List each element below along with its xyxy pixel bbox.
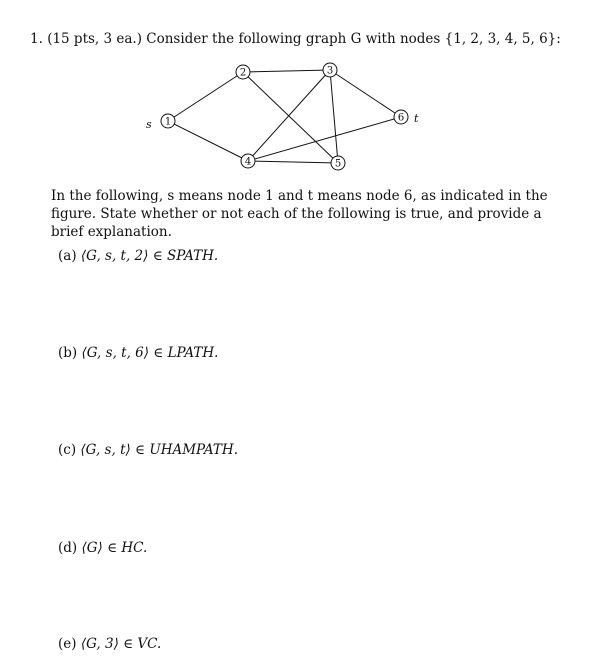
target-label: t [414,112,419,125]
node-3-label: 3 [326,65,334,77]
part-d [58,540,147,556]
node-4 [241,154,255,168]
part-b-label: (b) [58,345,78,361]
part-a-label: (a) [58,248,77,264]
edge-2-5 [243,72,338,163]
part-e-expression: ⟨G, 3⟩ ∈ VC. [80,636,162,652]
problem-number: 1. [30,31,43,47]
part-d-label: (d) [58,540,78,556]
part-a-expression: ⟨G, s, t, 2⟩ ∈ SPATH. [80,248,219,264]
edge-1-4 [168,121,248,161]
edge-3-5 [330,70,338,163]
node-6-label: 6 [397,112,405,124]
node-6 [394,110,408,124]
part-c-expression: ⟨G, s, t⟩ ∈ UHAMPATH. [80,442,238,458]
edge-2-3 [243,70,330,72]
edge-3-6 [330,70,401,117]
edge-4-6 [248,117,401,161]
edge-4-5 [248,161,338,163]
node-4-label: 4 [244,156,252,168]
node-5-label: 5 [334,158,342,170]
part-b-expression: ⟨G, s, t, 6⟩ ∈ LPATH. [81,345,219,361]
problem-points: (15 pts, 3 ea.) [47,31,142,47]
node-5 [331,156,345,170]
node-3 [323,63,337,77]
part-a [58,248,218,264]
part-c [58,442,238,458]
source-label: s [146,118,152,131]
problem-prompt: Consider the following graph G with nodes {1, 2, 3, 4, 5, 6}: [146,31,561,47]
part-d-expression: ⟨G⟩ ∈ HC. [81,540,148,556]
part-e [58,636,161,652]
part-e-label: (e) [58,636,77,652]
instructions-paragraph: In the following, s means node 1 and t means node 6, as indicated in the figure. State whether or not each of the following is true, and provide a brief explanation. [51,188,548,240]
part-c-label: (c) [58,442,77,458]
part-b [58,345,218,361]
node-2-label: 2 [239,67,247,79]
node-1 [161,114,175,128]
node-1-label: 1 [164,116,172,128]
edge-1-2 [168,72,243,121]
edge-3-4 [248,70,330,161]
node-2 [236,65,250,79]
